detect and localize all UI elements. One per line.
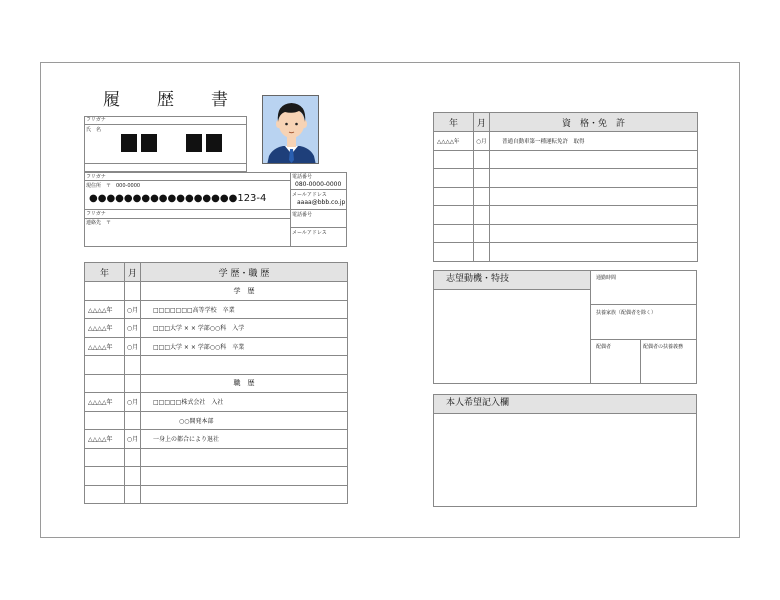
commute-label: 通勤時間: [596, 275, 617, 281]
history-table: [84, 262, 348, 504]
history-month-header: 月: [125, 263, 141, 282]
licenses-table: [433, 112, 698, 262]
page-title: 履 歴 書: [103, 90, 238, 110]
address-value: ●●●●●●●●●●●●●●●●●123-4: [89, 193, 267, 204]
requests-title: 本人希望記入欄: [434, 395, 696, 414]
history-year-header: 年: [85, 263, 125, 282]
name-furigana-label: フリガナ: [86, 117, 106, 123]
name-redacted-block: [141, 134, 157, 152]
name-label: 氏 名: [86, 127, 102, 133]
contact-furigana-label: フリガナ: [86, 211, 106, 217]
education-section-label: 学 歴: [141, 282, 348, 301]
email-value: aaaa@bbb.co.jp: [297, 199, 346, 206]
person-photo-icon: [262, 95, 319, 164]
contact-email-label: メールアドレス: [292, 230, 327, 236]
licenses-year-header: 年: [434, 113, 474, 132]
name-redacted-block: [186, 134, 202, 152]
table-row: △△△△年 ○月 □□□大学 × × 学部○○科 入学: [85, 319, 348, 338]
work-section-label: 職 歴: [141, 374, 348, 393]
spouse-label: 配偶者: [596, 344, 612, 350]
contact-phone-label: 電話番号: [292, 212, 313, 218]
contact-label: 連絡先 〒: [86, 220, 112, 226]
table-row: △△△△年 ○月 一身上の都合により退社: [85, 430, 348, 449]
dependents-label: 扶養家族（配偶者を除く）: [596, 310, 657, 316]
motivation-box: [433, 270, 697, 384]
licenses-content-header: 資 格・免 許: [490, 113, 698, 132]
table-row: △△△△年 ○月 □□□大学 × × 学部○○科 卒業: [85, 337, 348, 356]
table-row: ○○開発本部: [85, 411, 348, 430]
requests-box: [433, 394, 697, 507]
spouse-support-label: 配偶者の扶養義務: [643, 344, 684, 350]
licenses-month-header: 月: [474, 113, 490, 132]
table-row: △△△△年 ○月 □□□□□株式会社 入社: [85, 393, 348, 412]
table-row: △△△△年 ○月 □□□□□□□高等学校 卒業: [85, 300, 348, 319]
name-redacted-block: [206, 134, 222, 152]
address-furigana-label: フリガナ: [86, 174, 106, 180]
name-redacted-block: [121, 134, 137, 152]
email-label: メールアドレス: [292, 192, 327, 198]
phone-label: 電話番号: [292, 174, 313, 180]
history-content-header: 学 歴・職 歴: [141, 263, 348, 282]
motivation-title: 志望動機・特技: [434, 271, 590, 290]
table-row: △△△△年 ○月 普通自動車第一種運転免許 取得: [434, 132, 698, 151]
phone-value: 080-0000-0000: [295, 181, 342, 188]
address-label: 現住所 〒 000-0000: [86, 183, 141, 189]
